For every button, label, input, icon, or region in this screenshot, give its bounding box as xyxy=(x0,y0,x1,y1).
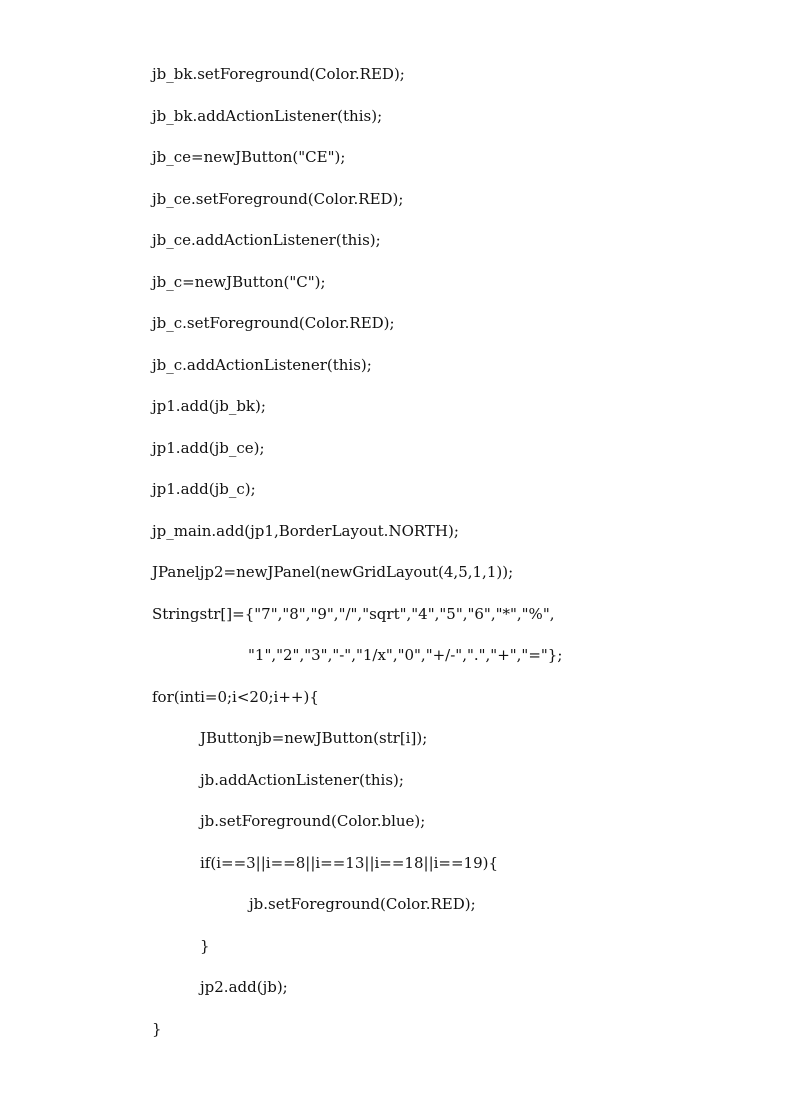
code-line: jb_ce=newJButton("CE"); xyxy=(152,148,346,166)
code-line: if(i==3||i==8||i==13||i==18||i==19){ xyxy=(200,853,499,872)
code-line: jb.addActionListener(this); xyxy=(200,770,404,789)
code-line: } xyxy=(152,1019,162,1038)
code-line: jp1.add(jb_c); xyxy=(152,480,256,498)
code-line: JPaneljp2=newJPanel(newGridLayout(4,5,1,1)); xyxy=(152,563,514,581)
code-line: jb_c.addActionListener(this); xyxy=(152,355,372,374)
code-line: Stringstr[]={"7","8","9","/","sqrt","4","5","6","*","%", xyxy=(152,604,555,623)
code-block xyxy=(152,60,752,1056)
code-line: jb_c.setForeground(Color.RED); xyxy=(152,314,395,332)
code-line: for(inti=0;i<20;i++){ xyxy=(152,687,319,706)
code-line: jp1.add(jb_ce); xyxy=(152,438,265,457)
code-line: jb_ce.addActionListener(this); xyxy=(152,231,381,249)
code-line: jb_bk.setForeground(Color.RED); xyxy=(152,65,405,83)
code-line: } xyxy=(200,936,210,955)
code-line: jp_main.add(jp1,BorderLayout.NORTH); xyxy=(152,521,459,540)
code-line: jp1.add(jb_bk); xyxy=(152,397,266,415)
code-line: jb_bk.addActionListener(this); xyxy=(152,106,383,125)
code-line: "1","2","3","-","1/x","0","+/-",".","+","="}; xyxy=(248,646,563,664)
code-line: JButtonjb=newJButton(str[i]); xyxy=(200,729,428,747)
code-line: jp2.add(jb); xyxy=(200,978,288,996)
code-line: jb.setForeground(Color.RED); xyxy=(249,895,476,913)
code-line: jb_ce.setForeground(Color.RED); xyxy=(152,189,404,208)
code-line: jb.setForeground(Color.blue); xyxy=(200,812,426,830)
code-line: jb_c=newJButton("C"); xyxy=(152,272,326,291)
